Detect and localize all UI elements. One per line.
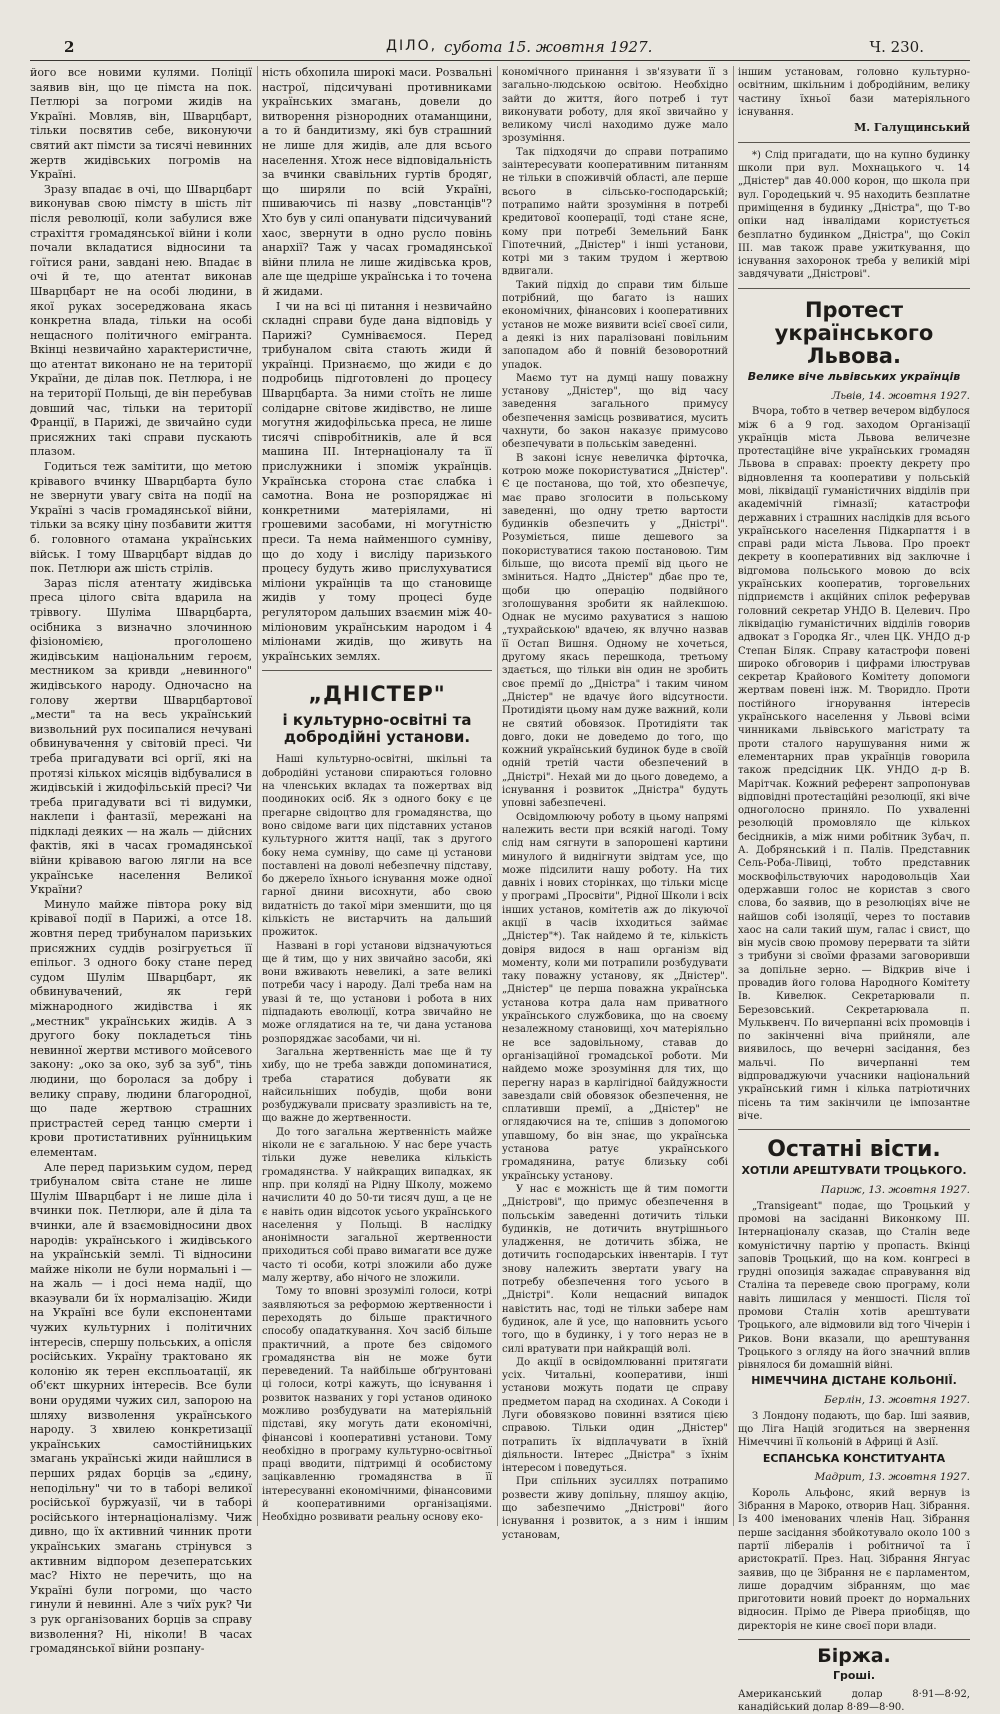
page-number: 2 [64,38,74,56]
article-paragraph: іншим установам, головно культурно-освітним, шкільним і добродійним, велику частину їхньої бази матеріяльного існування. [738,66,970,119]
dnister-paragraph: Загальна жертвенність має ще й ту хибу, що не треба завжди допоминатися, треба старатися добувати як найсильніших побудів, щоби вони розбуджували присвату зразливість на те, що важне до жертвенности. [262,1046,492,1126]
column-1 [30,66,252,1536]
footnote: *) Слід пригадати, що на купно будинку школи при вул. Мохнацького ч. 14 „Дністер" дав 40.000 корон, що школа при вул. Городецький ч. 95 находить безплатне приміщення в будинку „Дністра", що Т-во опіки над інвалідами користується безплатно будинком „Дністра", що Сокіл III. мав також праве ужиткування, що існування захоронок треба у великій мірі завдячувати „Дністрові". [738,149,970,282]
column-divider [733,66,734,1526]
dnister-subtitle: і культурно-освітні та добродійні установи. [262,712,492,745]
news-germany-head: НІМЕЧЧИНА ДІСТАНЕ КОЛЬОНІЇ. [738,1374,970,1389]
dnister-title: „ДНІСТЕР" [262,683,492,706]
news-trotsky-text: „Transigeant" подає, що Троцький у промові на засіданні Виконкому III. Інтернаціоналу сказав, що Сталін веде комуністичну партію у пропасть. Вкінці заповів Троцький, що на ком. конгресі в грудні опозиція зажадає справування від Сталіна та переведе свою програму, коли навіть лишилася у меншості. Після тої промови Сталін хотів арештувати Троцького, але відмовили від того Чічерін і Риков. Вони вказали, що арештування Троцького з огляду на його значний вплив рівнялося би домашній війні. [738,1200,970,1373]
bourse-text: Американський долар 8·91—8·92, канадійський долар 8·89—8·90. [738,1688,970,1714]
bourse-title: Біржа. [738,1646,970,1667]
protest-text: Вчора, тобто в четвер вечером відбулося між 6 а 9 год. заходом Організації українців міста Львова величезне протестаційне віче українських громадян Львова в справах: проекту декрету про відновлення та кооперативи у польській мові, ліквідації гуманістичних відділів при академічній гімназії; катастрофи державних і страшних наслідків для всього українського населення Підкарпаття і в справі ради міста Львова. Про проект декрету в кооперативних від заключне і відгомова польського мовою до всіх українських кооператив, торговельних підприємств і акційних спілок реферував головний секретар УНДО В. Целевич. Про ліквідацію гуманістичних відділів говорив адвокат з Городка Яг., член ЦК. УНДО д-р Степан Біляк. Справу катастрофи повені широко обговорив і цифрами ілюстрував секретар Крайового Комітету допомоги жертвам повені інж. М. Творидло. Проти постійного ігнорування інтересів українського населення у Львові всіми чинниками львівського магістрату та проти сталого нарушування ними ж елементарних прав українців говорила також предсідник ЦК. УНДО д-р В. Марітчак. Кожний референт запропонував відповідні протестаційні резолюції, які віче одноголосно приняло. По ухваленні резолюцій промовляло ще кількох бесідників, а між ними робітник Зубач, п. А. Добрянський і п. Палів. Представник Сель-Роба-Лівиці, тобто представник москвофільствуючих народовольців Хаи одержавши голос не користав з свого слова, бо заявив, що в резолюціях віче не найшов собі ізоляції, через то поставив хаос на сали такий шум, галас і свист, що він мусів свою промову перервати та зійти з трибуни зі своїми фразами заговоривши за допільне зерно. — Відкрив віче і провадив його голова Народного Комітету Ів. Кивелюк. Секретарювали п. Березовський. Секретарювала п. Мульквенч. По вичерпанні всіх промовців і по закінченні віча прийняли, але виявилось, що вечерні засідання, без мальчі. По вичерпанні тем відпроваджуючи учасники національний український гимн і кілька патріотичних пісень та тим закінчили це імпозантне віче. [738,405,970,1123]
article-paragraph: Зараз після атентату жидівська преса цілого світа вдарила на тріввогу. Шуліма Шварцбарта, осібника з визначно злочинною фізіономією, проголошено жидівським національним героєм, местником за кривди „невинного" жидівського народу. Одночасно на голову жертви Шварцбартової „мести" та на весь український визвольний рух посипалися нечувані обвинувачення у світовій пресі. Чи треба пригадувати всі оргії, які на протязі кількох місяців відбувалися в жидівській і жидофільській пресі? Чи треба пригадувати всі ті видумки, наклепи і фантазії, мережані на підкладі деяких — на жаль — дійсних фактів, які в часах громадянської війни крівавою вагою лягли на все українське населення Великої України? [30,577,252,898]
column-2 [262,66,492,1536]
section-divider [738,142,970,143]
article-paragraph: ність обхопила широкі маси. Розвальні настрої, підсичувані противниками українських змагань, довели до витворення різнородних отаманщини, а то й бандитизму, які був страшний не лише для жидів, але для всього населення. Хтож несе відповідальність за вчинки свавільних гуртів бродяг, що ширяли по всій Україні, пшиваючись пі назву „повстанців"? Хто був у силі опанувати підсичуваний хаос, звернути в одно русло повінь анархії? Таж у часах громадянської війни плила не лише жидівська кров, але ще щедріше українська і то точена й жидами. [262,66,492,300]
article-paragraph: І чи на всі ці питання і незвичайно складні справи буде дана відповідь у Парижі? Сумніваємося. Перед трибуналом світа стають жиди й українці. Признаємо, що жиди є до подробиць підготовлені до процесу Шварцбарта. За ними стоїть не лише солідарне світове жидівство, не лише могутня жидофільська преса, не лише тисячі співробітників, але й вся машина ІІІ. Інтернаціоналу та її прислужники і зпоміж українців. Українська сторона стає слабка і самотна. Вона не розпоряджає ні конкретними матеріялами, ні грошевими засобами, ні могутністю преси. Та нема найменшого сумніву, що до ходу і висліду паризького процесу будуть живо прислухуватися міліони українців та що становище жидів у тому процесі буде регулятором дальших взаємин між 40-міліоновим українським народом і 4 міліонами жидів, що живуть на українських землях. [262,300,492,665]
news-trotsky-head: ХОТІЛИ АРЕШТУВАТИ ТРОЦЬКОГО. [738,1164,970,1179]
header-rule [30,60,970,61]
article-paragraph: Так підходячи до справи потрапимо заінтересувати кооперативним питанням не тільки в споживчій області, але перше всього в сільсько-господарській; потрапимо найти зрозуміння в потребі кредитової кооперації, тоді стане ясне, кому при потребі Земельний Банк Гіпотечний, „Дністер" і інші установи, котрі ми з таким трудом і жертвою вдвигали. [502,146,728,279]
article-paragraph: Але перед паризьким судом, перед трибуналом світа стане не лише Шулім Шварцбарт і не лише діла і вчинки пок. Петлюри, але й діла та вчинки, але й взаємовідносини двох народів: українського і жидівського на українській землі. Ті відносини майже ніколи не були нормальні і — на жаль — і досі нема надії, що вкаэували би їх нормалізацію. Жиди на Україні все були експонентами чужих культурних і політичних інтересів, спершу польських, а опісля російських. Україну трактовано як колонію як терен експльоатації, як об'єкт шкурних інтересів. Все були вони орудями чужих сил, запорою на шляху визволення українського народу. З хвилею конкретизації українських самостійницьких змагань українські жиди найшлися в перших рядах борців за „єдину, неподільну" чи то в таборі великої російської буржуазії, чи в таборі російського інтернаціоналізму. Чиж дивно, що їх активний чинник проти українських змагань стрінувся з активним відпором дезеператських мас? Ніхто не перечить, що на Україні були погроми, що часто гинули й невинні. Але з чиїх рук? Чи з рук організованих борців за справу визволення? Ні, ніколи! В часах громадянської війни розпану- [30,1161,252,1657]
news-trotsky-date: Париж, 13. жовтня 1927. [738,1183,970,1198]
news-germany-text: З Лондону подають, що бар. Іші заявив, що Ліга Націй згодиться на звернення Німеччині її кольоній в Африці й Азії. [738,1410,970,1450]
news-germany-date: Берлін, 13. жовтня 1927. [738,1393,970,1408]
protest-title: Протест українського Львова. [738,299,970,368]
article-paragraph: До акції в освідомлюванні притягати усіх. Читальні, кооперативи, інші установи можуть подати це справу предметом парад на сходинах. А Сокоди і Луги обовязково повинні взятися цією справою. Тільки один „Дністер" потрапить їх відплачувати в їхній діяльности. Інтерес „Дністра" з їхнім інтересом і поведуться. [502,1356,728,1476]
article-paragraph: Освідомлюючу роботу в цьому напрямі належить вести при всякій нагоді. Тому слід нам сягнути в запорошені картини минулого й виднігнути звідтам усе, що може підсилити нашу роботу. На тих давніх і нових сторінках, що тільки місце у програмі „Просвіти", Рідної Школи і всіх інших установ, комітетів аж до лікуючої акції в часів іхходиться займає „Дністер"*). Так найдемо й те, кількість довіря видося в наш організм від моменту, коли ми потрапили розбудувати таку поважну установу, як „Дністер". „Дністер" це перша поважна українська установа котра дала нам приватного українського службовика, що на своєму незалежному становищі, хоч матеріяльно не все задовільному, ставав до організаційної громадської роботи. Ми найдемо може зрозуміння для тих, що перегну нараз в карлігідної байдужности завездали свій обовязок обезпечення, не сплативши премії, а „Дністер" не оглядаючися на те, спішив з допомогою упавшому, бо він знає, що українська установа ратує українського громадянина, ратує близьку собі українську установу. [502,811,728,1183]
column-divider [257,66,258,1526]
column-3 [502,66,728,1536]
news-spain-date: Мадрит, 13. жовтня 1927. [738,1470,970,1485]
masthead: ДІЛО, [386,38,437,54]
dnister-paragraph: До того загальна жертвенність майже ніколи не є загальною. У нас бере участь тільки дуже невелика кількість громадянства. У найкращих випадках, як нпр. при колядї на Рідну Школу, можемо начислити 40 до 50-ти тисяч душ, а це не є навіть один відсоток усього українського населення у Польщі. В наслідку анонімности загальної жертвенности приходиться собі право вимагати все дуже часто ті особи, котрі зложили або дуже малу жертву, або нічого не зложили. [262,1126,492,1286]
author-signature: М. Галущинський [738,121,970,136]
column-4 [738,66,970,1536]
news-spain-text: Король Альфонс, який вернув із Зібрання в Мароко, отворив Нац. Зібрання. Із 400 іменованих членів Нац. Зібрання перше засідання збойкотувало около 100 з партії лібералів і робітничої та ї аристократії. През. Нац. Зібрання Янгуас заявив, що це Зібрання не є парламентом, лише дорадчим зібранням, що має приготовити новий проект до нормальних відносин. Прімо де Рівера приобіцяв, що директорія не кине своєї пори влади. [738,1487,970,1633]
issue-number: Ч. 230. [869,38,924,56]
article-paragraph: Годиться теж замітити, що метою крівавого вчинку Шварцбарта було не звернути увагу світа на події на Україні з часів громадянської війни, тільки за всяку ціну позбавити життя б. головного отамана українських військ. І тому Шварцбарт віддав до пок. Петлюри аж шість стрілів. [30,460,252,577]
dnister-paragraph: Названі в горі установи відзначуються ще й тим, що у них звичайно засоби, які вони вживають невеликі, а зате великі потреби часу і народу. Далі треба нам на увазі й те, що установи і робота в них підпадають еволюції, котра звичайно не може оглядатися на те, чи дана установа розпоряджає засобами, чи ні. [262,940,492,1046]
news-title: Остатні вісти. [738,1138,970,1162]
dnister-paragraph: Тому то вповні зрозумілі голоси, котрі заявляються за реформою жертвенности і переходять до більше практичного способу опадаткування. Хоч засіб більше практичний, а проте без свідомого громадянства він не може бути переведений. Та найбільше обґрунтовані ці голоси, котрі кажуть, що існування і розвиток названих у горі установ одиноко можливо розбудувати на матеріяльній підставі, яку могуть дати економічні, фінансові і кооперативні установи. Тому необхідно в програму культурно-освітньої праці вводити, підтримці й особистому зацікавленню громадянства в її інтересуванні економічними, фінансовими й кооперативними організаціями. Необхідно розвивати реальну основу еко- [262,1285,492,1524]
article-paragraph: його все новими кулями. Поліції заявив він, що це пімста на пок. Петлюрі за погроми жидів на Україні. Мовляв, він, Шварцбарт, тільки посвятив себе, виконуючи святий акт пімсти за тисячі невинних жертв жидівських погромів на Україні. [30,66,252,183]
article-paragraph: Маємо тут на думці нашу поважну установу „Дністер", що від часу заведення загального примусу обезпечення замісць розвиватися, мусить чахнути, бо закон наказує примусово обезпечувати в польськім заведенні. [502,372,728,452]
article-paragraph: В законі існує невеличка фірточка, котрою може покористуватися „Дністер". Є це постанова, що той, хто обезпечує, має право зголосити в польському заведенні, що одну третю вартости будинків обезпечить у „Дністрі". Розуміється, пише дешевого за покористуватися такою постановою. Тим більше, що висота премії від цього не зміниться. Надто „Дністер" дбає про те, щоби цю операцію подвійного зголошування зробити як найлекшою. Однак не мусимо рахуватися з нашою „тухрайською" вдачею, як влучно назвав її Остап Вишня. Одному не хочеться, другому якась перешкода, третьому здається, що тільки він один не зробить своє премії до „Дністра" і таким чином „Дністер" не вдачує його відсутности. Протидіяти цьому нам дуже важний, коли не святий обовязок. Протидіяти так довго, доки не доведемо до того, що кожний український будинок буде в своїй одній третій части обезпечений в „Дністрі". Нехай ми до цього доведемо, а існування і розвиток „Дністра" будуть уповні забезпечені. [502,452,728,811]
issue-date: субота 15. жовтня 1927. [444,38,652,56]
section-divider [738,1129,970,1130]
section-divider [738,1639,970,1640]
protest-subtitle: Велике віче львівських українців [738,370,970,385]
article-paragraph: Зразу впадає в очі, що Шварцбарт виконував свою пімсту в шість літ після революції, коли забулися вже страхіття громадянської війни і коли почали вкладатися відносини та гоїтися рани, завдані нею. Впадає в очі й те, що атентат виконав Шварцбарт не на особі людини, в якої руках зосереджована якась конкретна влада, тільки на особі нещасного політичного емігранта. Вкінці незвичайно характеристичне, що атентат виконано не на території України, де ділав пок. Петлюра, і не на території Польщі, де він перебував довший час, тільки на території Франції, в Парижі, де звичайно суди присяжних такі справи пускають плазом. [30,183,252,460]
article-paragraph: У нас є можність ще й тим помогти „Дністрові", що примус обезпечення в польськім заведенні дотичить тільки будинків, не дотичить внутрішнього уладження, не дотичить збіжа, не дотичить господарських інвентарів. І тут знову належить звертати увагу на потребу обезпечення того усього в „Дністрі". Коли нещасний випадок навістить нас, тоді не тільки забере нам будинок, але й усе, що наповнить усього того, що в будинку, і у того нераз не в силі вратувати при найкращій волі. [502,1183,728,1356]
dnister-paragraph: Наші культурно-освітні, шкільні та добродійні установи спираються головно на членських вкладах та пожертвах від поодиноких осіб. Як з одного боку є це прегарне свідоцтво для громадянства, що воно свідоме ваги цих підставних установ культурного життя нації, так з другого боку нема сумніву, що саме ці установи поставлені на доволі небезпечну підставу, бо джерело їхнього існування може одної гарної днини висохнути, або свою видатність до такої міри зменшити, що ця кількість не вистарчить на дальший прожиток. [262,753,492,939]
column-divider [497,66,498,1526]
section-divider [262,670,492,671]
protest-dateline: Львів, 14. жовтня 1927. [738,389,970,404]
bourse-subtitle: Гроші. [738,1669,970,1684]
article-paragraph: Минуло майже півтора року від крівавої події в Парижі, а отсе 18. жовтня перед трибуналом паризьких присяжних суддів розігрується її епільог. З одного боку стане перед судом Шулім Шварцбарт, як обвинувачений, як герй міжнародного жидівства і як „местник" українських жидів. А з другого боку покладеться тінь невинної жертви мстивого мойсевого закону: „око за око, зуб за зуб", тінь людини, що боролася за добру і велику справу, людини благородної, що паде жертвою страшних пристрастей серед танцю смерти і крови протистативних руїнницьким елементам. [30,898,252,1161]
article-paragraph: кономічного принання і зв'язувати її з загально-людською освітою. Необхідно зайти до життя, його потреб і тут виконувати роботу, для якої звичайно у великому числі находимо дуже мало зрозуміння. [502,66,728,146]
article-paragraph: Такий підхід до справи тим більше потрібний, що багато із наших економічних, фінансових і кооперативних установ не може виявити всієї своєї сили, а деякі із них паралізовані повільним запопадом або й повній безоворотний упадок. [502,279,728,372]
news-spain-head: ЕСПАНСЬКА КОНСТИТУАНТА [738,1452,970,1467]
page-header [64,38,924,60]
section-divider [738,288,970,289]
article-paragraph: При спільних зусиллях потрапимо розвести живу допільну, пляшоу акцію, що забезпечимо „Дністрові" його існування і розвиток, а з ним і іншим установам, [502,1475,728,1541]
